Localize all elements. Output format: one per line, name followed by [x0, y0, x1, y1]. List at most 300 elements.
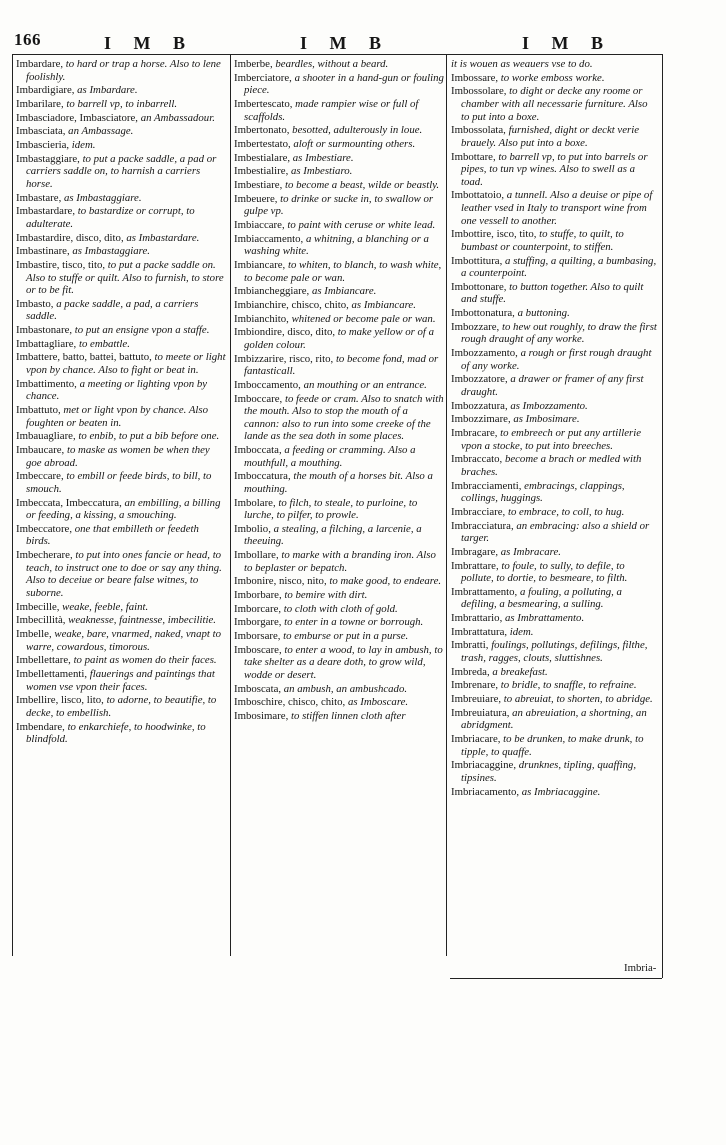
dictionary-entry — [451, 347, 658, 372]
entry-gloss: a tunnell. Also a deuise or pipe of leather vsed in Italy to transport wine from one vessell to another. — [461, 189, 653, 227]
entry-headword: Imbossolare, — [451, 85, 510, 98]
entry-gloss: to bemire with dirt. — [284, 589, 368, 602]
entry-gloss: it is wouen as weauers vse to do. — [451, 58, 593, 70]
entry-gloss: to paint as women do their faces. — [73, 654, 217, 667]
dictionary-entry — [16, 112, 226, 125]
entry-headword: Imbattuto, — [16, 404, 64, 417]
entry-gloss: flauerings and paintings that women vse vpon their faces. — [26, 667, 215, 693]
entry-headword: Imboscare, — [234, 643, 285, 656]
entry-headword: Imbeccatore, — [16, 522, 75, 535]
entry-headword: Imbertonato, — [234, 124, 293, 137]
dictionary-entry — [451, 560, 658, 585]
entry-headword: Imbragare, — [451, 545, 501, 558]
entry-gloss: to become fond, mad or fantasticall. — [244, 352, 439, 378]
entry-headword: Imbottitura, — [451, 254, 505, 267]
column-rule-left — [12, 54, 13, 956]
column-rule-2 — [446, 54, 447, 956]
entry-gloss: to whiten, to blanch, to wash white, to become pale or wan. — [244, 258, 442, 284]
dictionary-entry — [451, 373, 658, 398]
dictionary-entry — [451, 151, 658, 189]
entry-headword: Imbriacamento, — [451, 785, 522, 798]
entry-gloss: an mouthing or an entrance. — [303, 378, 427, 391]
entry-gloss: become a brach or medled with braches. — [461, 453, 642, 478]
entry-headword: Imbriacare, — [451, 733, 504, 746]
running-head-left: I M B — [104, 33, 194, 53]
dictionary-entry — [16, 668, 226, 693]
running-head-right: I M B — [522, 33, 612, 53]
entry-gloss: to embattle. — [78, 337, 130, 350]
entry-gloss: to be drunken, to make drunk, to tipple, to quaffe. — [461, 733, 644, 758]
dictionary-entry — [234, 630, 444, 643]
entry-headword: Imbiondire, disco, dito, — [234, 326, 338, 339]
entry-gloss: to enkarchiefe, to hoodwinke, to blindfold. — [26, 720, 206, 746]
entry-gloss: idem. — [509, 625, 534, 638]
entry-gloss: to cloth with cloth of gold. — [283, 602, 398, 615]
entry-headword: Imbaucare, — [16, 444, 67, 456]
entry-gloss: to button together. Also to quilt and stuffe. — [461, 280, 644, 306]
entry-gloss: as Imbastaggiare. — [63, 191, 142, 204]
entry-gloss: to adorne, to beautifie, to decke, to embellish. — [26, 694, 217, 719]
dictionary-entry — [16, 470, 226, 495]
entry-gloss: to foule, to sully, to defile, to pollute, to dortie, to besmeare, to filth. — [461, 559, 628, 585]
dictionary-entry — [234, 683, 444, 696]
entry-headword: Imbozzamento, — [451, 347, 521, 360]
entry-headword: Imbellettare, — [16, 654, 74, 667]
dictionary-entry — [234, 603, 444, 616]
entry-gloss: to put a packe saddle, a pad or carriers saddle on, to harnish a carriers horse. — [26, 152, 217, 190]
dictionary-entry — [451, 427, 658, 452]
dictionary-entry — [234, 470, 444, 495]
dictionary-entry — [16, 614, 226, 627]
dictionary-entry — [451, 666, 658, 679]
entry-headword: Imbriacaggine, — [451, 759, 519, 772]
entry-headword: Imbendare, — [16, 720, 68, 733]
entry-gloss: a shooter in a hand-gun or fouling piece. — [244, 71, 444, 97]
entry-headword: Imbollare, — [234, 549, 282, 562]
entry-gloss: met or light vpon by chance. Also foughten or beaten in. — [26, 404, 209, 429]
dictionary-entry — [16, 153, 226, 191]
entry-gloss: as Imbosimare. — [513, 413, 580, 426]
dictionary-entry — [451, 189, 658, 227]
entry-gloss: to put a packe saddle on. Also to stuffe or quilt. Also to furnish, to store or to be fit. — [26, 258, 224, 297]
entry-headword: Imbosimare, — [234, 710, 291, 723]
dictionary-entry — [16, 98, 226, 111]
entry-gloss: to enter in a towne or borrough. — [284, 616, 424, 629]
dictionary-entry — [234, 644, 444, 682]
entry-gloss: to enter a wood, to lay in ambush, to take shelter as a deare doth, to grow wild, wodde or desert. — [244, 643, 443, 682]
entry-gloss: an abreuiation, a shortning, an abridgment. — [461, 706, 647, 732]
entry-gloss: as Imbracare. — [500, 545, 561, 558]
entry-gloss: to paint with ceruse or white lead. — [287, 218, 436, 231]
entry-gloss: as Imbastaggiare. — [72, 245, 150, 258]
entry-gloss: to feede or cram. Also to snatch with the mouth. Also to stop the mouth of a cannon: also to run into some creeke of the lande as the sea doth in some places. — [244, 392, 444, 443]
entry-headword: Imbasto, — [16, 297, 57, 310]
header-rule — [12, 54, 662, 55]
entry-headword: Imbelle, — [16, 627, 55, 640]
entry-gloss: the mouth of a horses bit. Also a mouthing. — [244, 470, 433, 495]
entry-headword: Imborbare, — [234, 589, 285, 602]
dictionary-entry — [234, 589, 444, 602]
dictionary-entry — [234, 98, 444, 123]
dictionary-entry — [451, 639, 658, 664]
dictionary-entry — [451, 759, 658, 784]
dictionary-entry — [451, 586, 658, 611]
entry-gloss: to stuffe, to quilt, to bumbast or counterpoint, to stiffen. — [461, 228, 624, 253]
entry-gloss: to drinke or sucke in, to swallow or gulpe vp. — [244, 192, 434, 218]
dictionary-entry — [451, 255, 658, 280]
dictionary-entry — [451, 480, 658, 505]
dictionary-entry — [451, 453, 658, 478]
entry-gloss: beardles, without a beard. — [275, 58, 389, 70]
dictionary-entry — [234, 219, 444, 232]
entry-headword: Imbossare, — [451, 71, 501, 84]
entry-gloss: foulings, pollutings, defilings, filthe, trash, ragges, clouts, sluttishnes. — [461, 639, 648, 665]
entry-headword: Imbolio, — [234, 522, 274, 535]
entry-headword: Imbastardare, — [16, 205, 78, 218]
entry-gloss: to dight or decke any roome or chamber with all necessarie furniture. Also to put into a boxe. — [461, 85, 648, 123]
entry-headword: Imbasciata, — [16, 125, 69, 138]
entry-headword: Imbizzarire, risco, rito, — [234, 352, 336, 365]
dictionary-entry — [451, 228, 658, 253]
entry-headword: Imbrenare, — [451, 679, 501, 692]
dictionary-entry — [451, 72, 658, 85]
dictionary-entry — [16, 139, 226, 152]
dictionary-entry — [451, 626, 658, 639]
dictionary-entry — [234, 124, 444, 137]
dictionary-entry — [234, 497, 444, 522]
entry-headword: Imboccare, — [234, 392, 285, 405]
entry-headword: Imbasciadore, Imbasciatore, — [16, 111, 141, 124]
entry-gloss: furnished, dight or deckt verie brauely. Also put into a boxe. — [461, 124, 640, 149]
dictionary-entry — [234, 165, 444, 178]
dictionary-entry — [234, 179, 444, 192]
entry-gloss: made rampier wise or full of scaffolds. — [244, 97, 419, 123]
dictionary-entry — [234, 575, 444, 588]
entry-gloss: to put into ones fancie or head, to teach, to instruct one to doe or say any thing. Also to deceiue or beare false witnes, to suborne. — [26, 549, 222, 599]
dictionary-entry — [451, 85, 658, 123]
entry-headword: Imbertestato, — [234, 137, 294, 150]
catchword: Imbria- — [624, 962, 657, 974]
entry-headword: Imbeuere, — [234, 192, 281, 205]
entry-gloss: one that embilleth or feedeth birds. — [26, 522, 199, 548]
entry-headword: Imbottare, — [451, 150, 499, 163]
entry-gloss: a fouling, a polluting, a defiling, a besmearing, a sulling. — [461, 585, 622, 611]
entry-headword: Imbottonare, — [451, 280, 510, 293]
entry-headword: Imbraccato, — [451, 453, 505, 466]
entry-gloss: as Imbastardare. — [126, 231, 200, 244]
entry-headword: Imbreda, — [451, 665, 493, 678]
dictionary-entry — [16, 694, 226, 719]
dictionary-entry — [451, 400, 658, 413]
entry-headword: Imbracare, — [451, 427, 501, 440]
entry-gloss: to barrell vp, to put into barrels or pipes, to tun vp wines. Also to swell as a toad. — [461, 150, 648, 188]
entry-headword: Imbeccata, Imbeccatura, — [16, 496, 125, 509]
entry-gloss: as Imboscare. — [347, 696, 409, 709]
entry-headword: Imbozzimare, — [451, 413, 514, 426]
dictionary-entry — [16, 628, 226, 653]
entry-gloss: to filch, to steale, to purloine, to lurche, to pilfer, to prowle. — [244, 496, 418, 522]
dictionary-entry — [234, 379, 444, 392]
entry-headword: Imbastonare, — [16, 324, 75, 337]
entry-headword: Imbestialire, — [234, 165, 291, 178]
entry-gloss: a stealing, a filching, a larcenie, a theeuing. — [244, 522, 422, 548]
entry-headword: Imbozzatura, — [451, 399, 511, 412]
entry-gloss: to put an ensigne vpon a staffe. — [74, 324, 210, 337]
entry-headword: Imbastare, — [16, 191, 64, 204]
entry-headword: Imbracciamenti, — [451, 479, 525, 492]
entry-headword: Imbertescato, — [234, 97, 296, 110]
dictionary-entry — [451, 786, 658, 799]
dictionary-entry — [16, 721, 226, 746]
dictionary-entry — [451, 124, 658, 149]
dictionary-entry — [16, 259, 226, 297]
entry-headword: Imboscata, — [234, 682, 284, 695]
dictionary-entry — [451, 546, 658, 559]
entry-headword: Imbreuiatura, — [451, 706, 513, 719]
entry-gloss: to make yellow or of a golden colour. — [244, 326, 435, 351]
catchword-rule — [450, 978, 662, 979]
entry-headword: Imbardigiare, — [16, 84, 78, 97]
entry-headword: Imbolare, — [234, 496, 279, 509]
dictionary-entry — [16, 205, 226, 230]
entry-headword: Imbarilare, — [16, 97, 67, 110]
entry-gloss: weake, bare, vnarmed, naked, vnapt to warre, cowardous, timorous. — [26, 627, 221, 653]
entry-gloss: as Imbardare. — [77, 84, 138, 97]
entry-gloss: an embracing: also a shield or targer. — [461, 519, 650, 545]
dictionary-entry — [234, 549, 444, 574]
entry-gloss: an Ambassage. — [68, 125, 134, 138]
dictionary-entry — [234, 299, 444, 312]
entry-gloss: aloft or surmounting others. — [293, 137, 416, 150]
entry-gloss: embracings, clappings, collings, huggings. — [461, 479, 625, 505]
entry-headword: Imborgare, — [234, 616, 285, 629]
dictionary-entry — [16, 84, 226, 97]
entry-headword: Imbreuiare, — [451, 693, 504, 706]
entry-gloss: a rough or first rough draught of any worke. — [461, 347, 652, 372]
entry-gloss: weake, feeble, faint. — [62, 600, 149, 613]
dictionary-entry — [451, 321, 658, 346]
dictionary-entry — [451, 307, 658, 320]
dictionary-entry — [451, 520, 658, 545]
entry-gloss: to embreech or put any artillerie vpon a stocke, to put into breeches. — [461, 427, 641, 452]
entry-gloss: to embrace, to coll, to hug. — [507, 505, 625, 518]
dictionary-entry — [16, 444, 226, 469]
entry-headword: Imberciatore, — [234, 71, 295, 84]
entry-headword: Imbastardire, disco, dito, — [16, 231, 127, 244]
dictionary-entry — [234, 233, 444, 258]
entry-headword: Imberbe, — [234, 58, 276, 70]
entry-gloss: as Imbiancare. — [351, 298, 416, 311]
dictionary-column-3 — [451, 58, 658, 954]
entry-headword: Imbrattamento, — [451, 585, 520, 598]
entry-gloss: a stuffing, a quilting, a bumbasing, a counterpoint. — [461, 254, 657, 280]
entry-gloss: to abreuiat, to shorten, to abridge. — [503, 693, 653, 706]
dictionary-entry — [234, 444, 444, 469]
dictionary-entry — [451, 58, 658, 71]
dictionary-entry — [451, 612, 658, 625]
entry-gloss: drunknes, tipling, quaffing, tipsines. — [461, 759, 637, 784]
entry-headword: Imbiancheggiare, — [234, 285, 312, 298]
dictionary-entry — [16, 351, 226, 376]
entry-gloss: to meete or light vpon by chance. Also to fight or beat in. — [26, 351, 226, 377]
entry-headword: Imbiaccare, — [234, 218, 288, 231]
entry-headword: Imbestialare, — [234, 151, 293, 164]
dictionary-entry — [16, 232, 226, 245]
dictionary-column-1 — [16, 58, 226, 954]
dictionary-entry — [16, 324, 226, 337]
entry-headword: Imbracciatura, — [451, 519, 517, 532]
entry-headword: Imboccatura, — [234, 470, 294, 483]
dictionary-entry — [16, 378, 226, 403]
entry-headword: Imbardare, — [16, 58, 66, 70]
entry-gloss: to bridle, to snaffle, to refraine. — [500, 679, 637, 692]
entry-gloss: to make good, to endeare. — [329, 575, 442, 588]
dictionary-entry — [16, 430, 226, 443]
dictionary-entry — [16, 298, 226, 323]
entry-gloss: to become a beast, wilde or beastly. — [284, 179, 440, 191]
entry-headword: Imbattagliare, — [16, 337, 79, 350]
dictionary-entry — [234, 313, 444, 326]
entry-headword: Imbottatoio, — [451, 189, 507, 202]
entry-gloss: to stiffen linnen cloth after — [290, 710, 406, 723]
entry-headword: Imbottire, isco, tito, — [451, 228, 540, 241]
dictionary-entry — [451, 693, 658, 706]
entry-headword: Imbeccare, — [16, 470, 67, 483]
dictionary-entry — [234, 696, 444, 709]
page-number: 166 — [14, 30, 41, 49]
entry-headword: Imbrattatura, — [451, 625, 510, 638]
dictionary-entry — [234, 353, 444, 378]
entry-headword: Imbianchito, — [234, 312, 292, 325]
entry-headword: Imbascieria, — [16, 139, 72, 152]
dictionary-entry — [16, 654, 226, 667]
dictionary-column-2 — [234, 58, 444, 954]
dictionary-entry — [451, 733, 658, 758]
dictionary-entry — [451, 707, 658, 732]
entry-headword: Imbozzatore, — [451, 373, 511, 386]
entry-gloss: to barrell vp, to inbarrell. — [66, 97, 178, 110]
entry-headword: Imborsare, — [234, 630, 284, 643]
entry-gloss: as Imbestiare. — [292, 151, 354, 164]
dictionary-entry — [234, 393, 444, 443]
dictionary-entry — [16, 245, 226, 258]
running-head-center: I M B — [300, 33, 390, 53]
entry-headword: Imboccamento, — [234, 378, 304, 391]
entry-gloss: a packe saddle, a pad, a carriers saddle. — [26, 297, 199, 323]
dictionary-entry — [234, 72, 444, 97]
entry-headword: Imborcare, — [234, 602, 284, 615]
entry-gloss: a buttoning. — [517, 307, 570, 320]
entry-gloss: to marke with a branding iron. Also to beplaster or bepatch. — [244, 549, 436, 574]
entry-gloss: a breakefast. — [492, 665, 548, 678]
entry-gloss: to emburse or put in a purse. — [283, 630, 409, 643]
entry-headword: Imbellire, lisco, lito, — [16, 694, 107, 707]
entry-headword: Imbattere, batto, battei, battuto, — [16, 351, 155, 364]
entry-gloss: as Imbrattamento. — [504, 612, 585, 625]
entry-headword: Imbossolata, — [451, 124, 509, 137]
entry-gloss: to bastardize or corrupt, to adulterate. — [26, 205, 195, 230]
entry-gloss: a drawer or framer of any first draught. — [461, 373, 644, 398]
entry-headword: Imbestiare, — [234, 179, 285, 191]
dictionary-entry — [16, 192, 226, 205]
entry-headword: Imbastinare, — [16, 245, 73, 258]
dictionary-entry — [451, 281, 658, 306]
dictionary-entry — [234, 326, 444, 351]
dictionary-entry — [16, 601, 226, 614]
entry-gloss: whitened or become pale or wan. — [291, 312, 436, 325]
entry-headword: Imbratti, — [451, 639, 492, 652]
entry-headword: Imbrattare, — [451, 559, 502, 572]
entry-headword: Imbastire, tisco, tito, — [16, 258, 108, 271]
entry-gloss: an ambush, an ambushcado. — [283, 682, 408, 695]
dictionary-entry — [451, 413, 658, 426]
entry-gloss: idem. — [71, 139, 96, 152]
entry-headword: Imboschire, chisco, chito, — [234, 696, 348, 709]
entry-headword: Imbattimento, — [16, 377, 80, 390]
entry-headword: Imbecherare, — [16, 549, 76, 562]
dictionary-entry — [234, 138, 444, 151]
entry-headword: Imbiaccamento, — [234, 232, 306, 245]
entry-gloss: to worke emboss worke. — [500, 71, 605, 84]
entry-headword: Imbiancare, — [234, 258, 288, 271]
dictionary-entry — [234, 616, 444, 629]
entry-gloss: to embill or feede birds, to bill, to smouch. — [26, 470, 212, 495]
entry-gloss: a feeding or cramming. Also a mouthfull, a mouthing. — [244, 444, 416, 469]
entry-headword: Imbottonatura, — [451, 307, 518, 320]
dictionary-entry — [16, 338, 226, 351]
dictionary-entry — [234, 285, 444, 298]
entry-headword: Imbrattario, — [451, 612, 505, 625]
entry-headword: Imbonire, nisco, nito, — [234, 575, 330, 588]
entry-headword: Imbianchire, chisco, chito, — [234, 298, 352, 311]
column-rule-1 — [230, 54, 231, 956]
dictionary-entry — [451, 506, 658, 519]
entry-gloss: to hard or trap a horse. Also to lene foolishly. — [26, 58, 221, 83]
entry-gloss: as Imbriacaggine. — [521, 785, 601, 798]
entry-headword: Imbastaggiare, — [16, 152, 83, 165]
entry-gloss: to enbib, to put a bib before one. — [78, 430, 220, 443]
column-rule-right — [662, 54, 663, 978]
entry-gloss: a whitning, a blanching or a washing white. — [244, 232, 429, 258]
dictionary-entry — [16, 549, 226, 599]
dictionary-entry — [234, 152, 444, 165]
entry-headword: Imboccata, — [234, 444, 285, 456]
dictionary-entry — [234, 259, 444, 284]
entry-headword: Imbecille, — [16, 600, 63, 613]
entry-headword: Imbecillità, — [16, 614, 69, 627]
dictionary-entry — [16, 497, 226, 522]
dictionary-entry — [16, 58, 226, 83]
dictionary-entry — [234, 193, 444, 218]
entry-headword: Imbracciare, — [451, 505, 508, 518]
entry-headword: Imbauagliare, — [16, 430, 79, 443]
entry-gloss: as Imbiancare. — [311, 285, 377, 298]
entry-gloss: weaknesse, faintnesse, imbecilitie. — [68, 614, 216, 627]
entry-gloss: an Ambassadour. — [140, 111, 215, 124]
entry-gloss: as Imbozzamento. — [510, 399, 588, 412]
dictionary-entry — [16, 523, 226, 548]
entry-headword: Imbozzare, — [451, 320, 502, 333]
dictionary-entry — [451, 679, 658, 692]
dictionary-entry — [234, 58, 444, 71]
dictionary-entry — [16, 404, 226, 429]
entry-gloss: besotted, adulterously in loue. — [292, 124, 423, 137]
dictionary-entry — [234, 710, 444, 723]
entry-headword: Imbellettamenti, — [16, 667, 90, 680]
dictionary-entry — [16, 125, 226, 138]
dictionary-entry — [234, 523, 444, 548]
entry-gloss: a meeting or lighting vpon by chance. — [26, 377, 208, 403]
